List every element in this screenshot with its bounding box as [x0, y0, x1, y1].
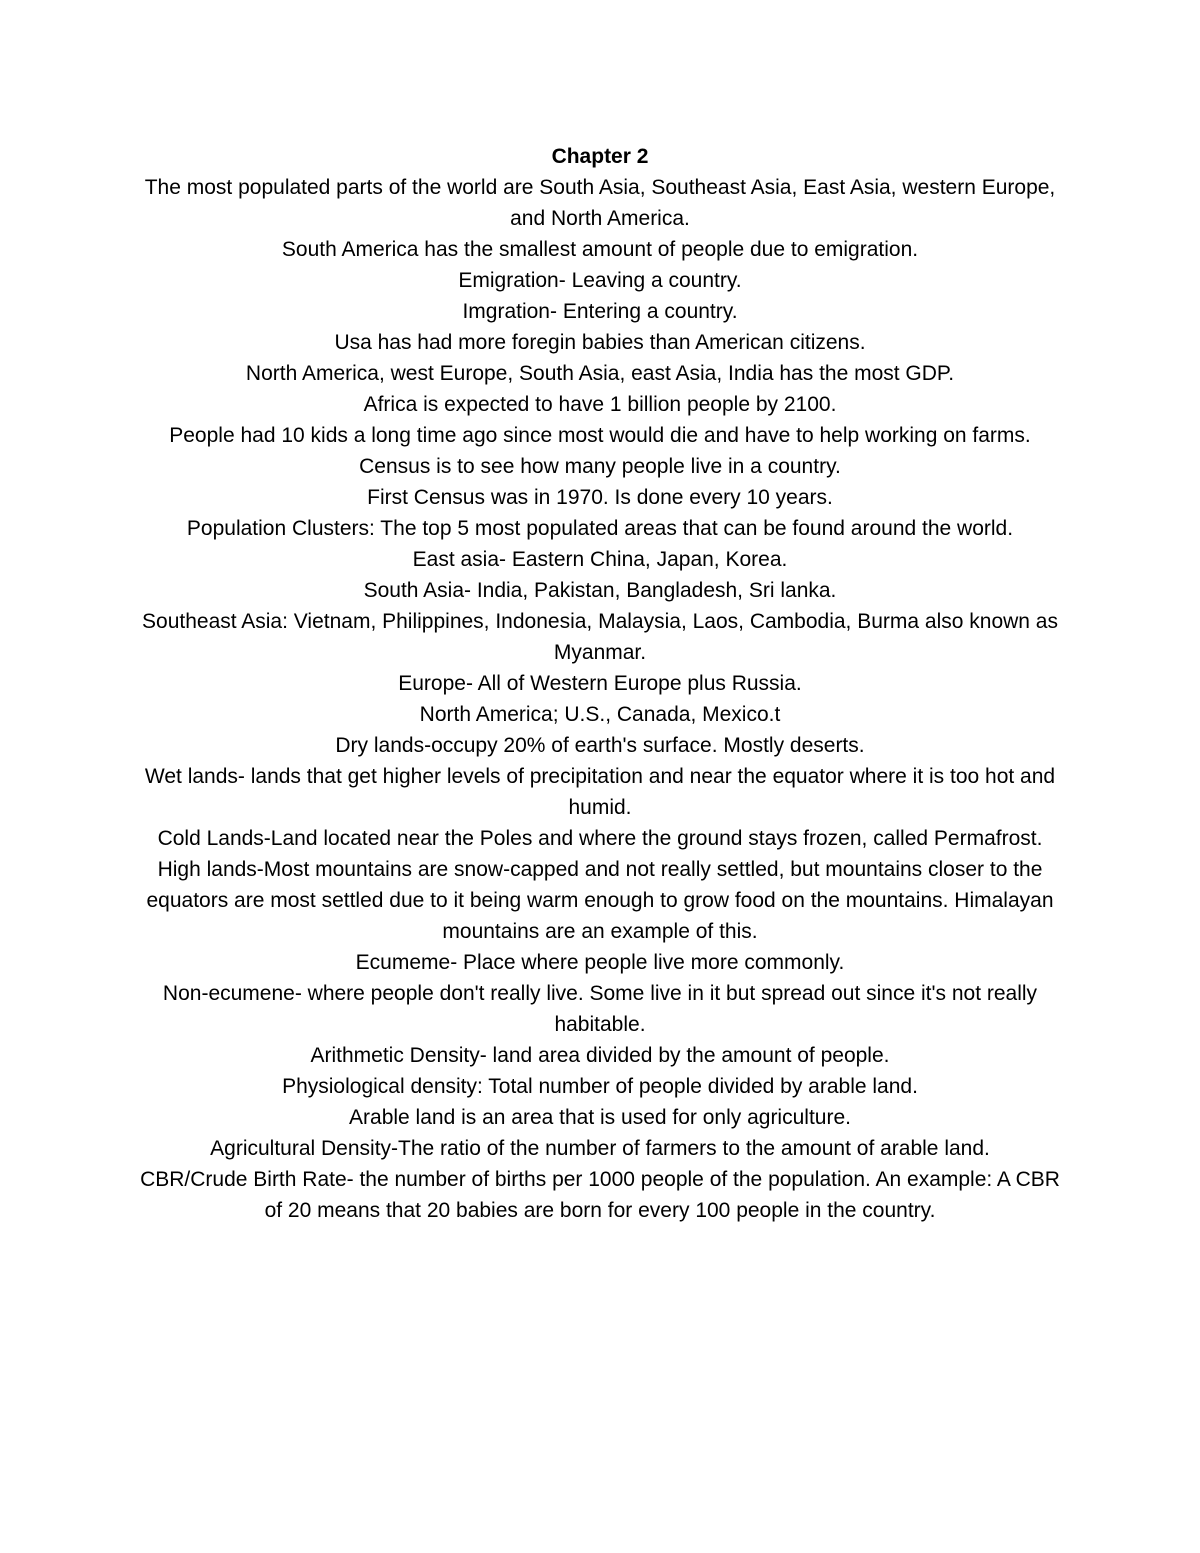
- paragraph: Europe- All of Western Europe plus Russia.: [398, 672, 802, 695]
- paragraph: High lands-Most mountains are snow-capped and not really settled, but mountains closer to the equators are most settled due to it being warm enough to grow food on the mountains. Himalayan mountains are an example of this.: [146, 858, 1054, 943]
- paragraph: Non-ecumene- where people don't really live. Some live in it but spread out since it's not really habitable.: [162, 982, 1038, 1036]
- paragraph: People had 10 kids a long time ago since most would die and have to help working on farms.: [169, 424, 1031, 447]
- paragraph: Agricultural Density-The ratio of the number of farmers to the amount of arable land.: [210, 1137, 990, 1160]
- paragraph: Arable land is an area that is used for only agriculture.: [349, 1106, 851, 1129]
- paragraph: North America; U.S., Canada, Mexico.t: [419, 703, 781, 726]
- paragraph: The most populated parts of the world are South Asia, Southeast Asia, East Asia, western Europe, and North America.: [144, 176, 1056, 230]
- paragraph: Ecumeme- Place where people live more commonly.: [355, 951, 845, 974]
- paragraph: Population Clusters: The top 5 most populated areas that can be found around the world.: [186, 517, 1014, 540]
- paragraph: CBR/Crude Birth Rate- the number of births per 1000 people of the population. An example: A CBR of 20 means that 20 babies are born for every 100 people in the country.: [140, 1168, 1060, 1222]
- paragraph: Southeast Asia: Vietnam, Philippines, Indonesia, Malaysia, Laos, Cambodia, Burma also known as Myanmar.: [142, 610, 1058, 664]
- paragraph: Usa has had more foregin babies than American citizens.: [334, 331, 866, 354]
- document-title: Chapter 2: [551, 145, 649, 168]
- paragraph: Imgration- Entering a country.: [462, 300, 738, 323]
- paragraph: Physiological density: Total number of people divided by arable land.: [282, 1075, 918, 1098]
- paragraph: Census is to see how many people live in a country.: [359, 455, 841, 478]
- paragraph: South Asia- India, Pakistan, Bangladesh, Sri lanka.: [363, 579, 837, 602]
- document-body: [130, 141, 1070, 1226]
- paragraph: East asia- Eastern China, Japan, Korea.: [412, 548, 788, 571]
- paragraph: Wet lands- lands that get higher levels of precipitation and near the equator where it is too hot and humid.: [144, 765, 1056, 819]
- paragraph: South America has the smallest amount of people due to emigration.: [281, 238, 919, 261]
- paragraph: Arithmetic Density- land area divided by the amount of people.: [310, 1044, 890, 1067]
- paragraph: Cold Lands-Land located near the Poles and where the ground stays frozen, called Permafrost.: [157, 827, 1043, 850]
- paragraph: First Census was in 1970. Is done every 10 years.: [367, 486, 833, 509]
- paragraph: Emigration- Leaving a country.: [458, 269, 742, 292]
- paragraph: North America, west Europe, South Asia, east Asia, India has the most GDP.: [245, 362, 955, 385]
- paragraph: Africa is expected to have 1 billion people by 2100.: [363, 393, 837, 416]
- paragraph: Dry lands-occupy 20% of earth's surface. Mostly deserts.: [335, 734, 865, 757]
